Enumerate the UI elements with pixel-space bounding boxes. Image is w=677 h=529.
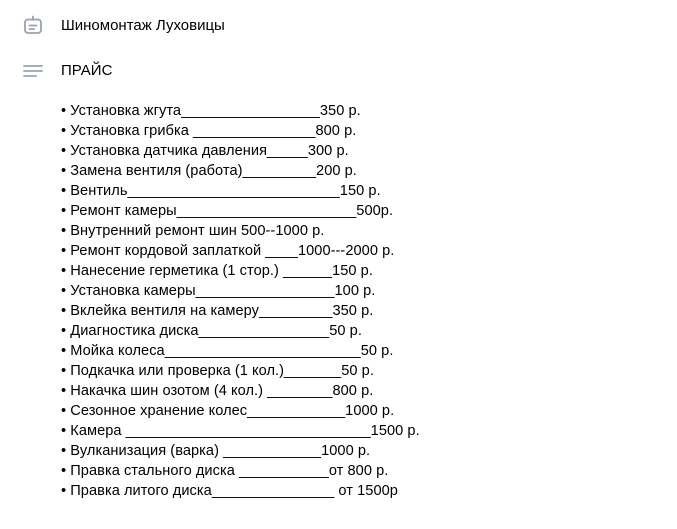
group-title: Шиномонтаж Луховицы [61,17,225,34]
price-item: • Ремонт камеры______________________500р. [61,203,394,219]
price-item: • Накачка шин озотом (4 кол.) ________800 р. [61,383,374,399]
price-item: • Сезонное хранение колес____________1000 р. [61,403,395,419]
price-item: • Подкачка или проверка (1 кол.)_______50 р. [61,363,374,379]
price-item: • Камера ______________________________1500 р. [61,423,420,439]
price-item: • Мойка колеса________________________50 р. [61,343,394,359]
price-item: • Ремонт кордовой заплаткой ____1000---2000 р. [61,243,395,259]
price-item: • Установка камеры_________________100 р. [61,283,376,299]
price-item: • Установка датчика давления_____300 р. [61,143,349,159]
price-item: • Установка жгута_________________350 р. [61,103,361,119]
price-item: • Правка стального диска ___________от 800 р. [61,463,389,479]
price-item: • Замена вентиля (работа)_________200 р. [61,163,357,179]
section-heading: ПРАЙС [61,62,113,79]
section-row [0,60,677,82]
calendar-card-icon [21,14,45,38]
price-list [61,101,420,501]
price-item: • Диагностика диска________________50 р. [61,323,362,339]
text-lines-icon [21,60,45,84]
price-item: • Нанесение герметика (1 стор.) ______150 р. [61,263,373,279]
price-item: • Правка литого диска_______________ от 1500р [61,483,398,499]
price-item: • Вентиль__________________________150 р. [61,183,381,199]
price-item: • Вулканизация (варка) ____________1000 р. [61,443,371,459]
price-item: • Внутренний ремонт шин 500--1000 р. [61,223,325,239]
price-item: • Установка грибка _______________800 р. [61,123,357,139]
title-row [0,15,677,37]
price-item: • Вклейка вентиля на камеру_________350 р. [61,303,374,319]
